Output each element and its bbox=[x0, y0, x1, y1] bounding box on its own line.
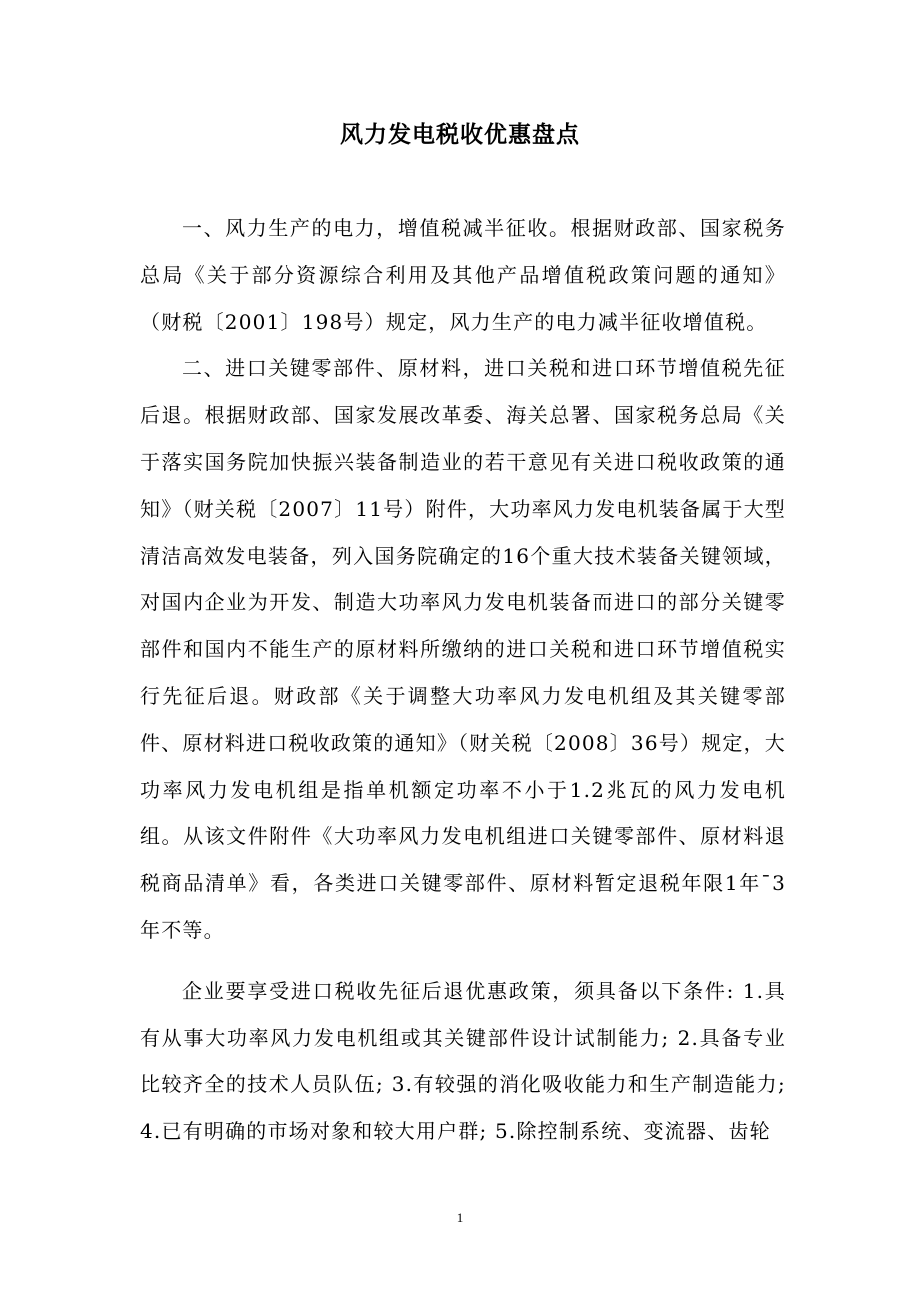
document-title: 风力发电税收优惠盘点 bbox=[340, 121, 580, 148]
page-number: 1 bbox=[456, 1210, 464, 1225]
paragraph-conditions: 企业要享受进口税收先征后退优惠政策，须具备以下条件: 1.具有从事大功率风力发电机组或其关键部件设计试制能力; 2.具备专业比较齐全的技术人员队伍; 3.有较强的消化吸收能力和生产制造能力; 4.已有明确的市场对象和较大用户群; 5.除控制系统、变流器、齿轮 bbox=[140, 978, 786, 1144]
paragraph-vat-halving: 一、风力生产的电力，增值税减半征收。根据财政部、国家税务总局《关于部分资源综合利用及其他产品增值税政策问题的通知》（财税〔2001〕198号）规定，风力生产的电力减半征收增值税。 bbox=[140, 216, 786, 334]
paragraph-import-refund: 二、进口关键零部件、原材料，进口关税和进口环节增值税先征后退。根据财政部、国家发展改革委、海关总署、国家税务总局《关于落实国务院加快振兴装备制造业的若干意见有关进口税收政策的通知》（财关税〔2007〕11号）附件，大功率风力发电机装备属于大型清洁高效发电装备，列入国务院确定的16个重大技术装备关键领域，对国内企业为开发、制造大功率风力发电机装备而进口的部分关键零部件和国内不能生产的原材料所缴纳的进口关税和进口环节增值税实行先征后退。财政部《关于调整大功率风力发电机组及其关键零部件、原材料进口税收政策的通知》（财关税〔2008〕36号）规定，大功率风力发电机组是指单机额定功率不小于1.2兆瓦的风力发电机组。从该文件附件《大功率风力发电机组进口关键零部件、原材料退税商品清单》看，各类进口关键零部件、原材料暂定退税年限1年¯3年不等。 bbox=[140, 356, 786, 942]
document-body bbox=[140, 205, 786, 1155]
